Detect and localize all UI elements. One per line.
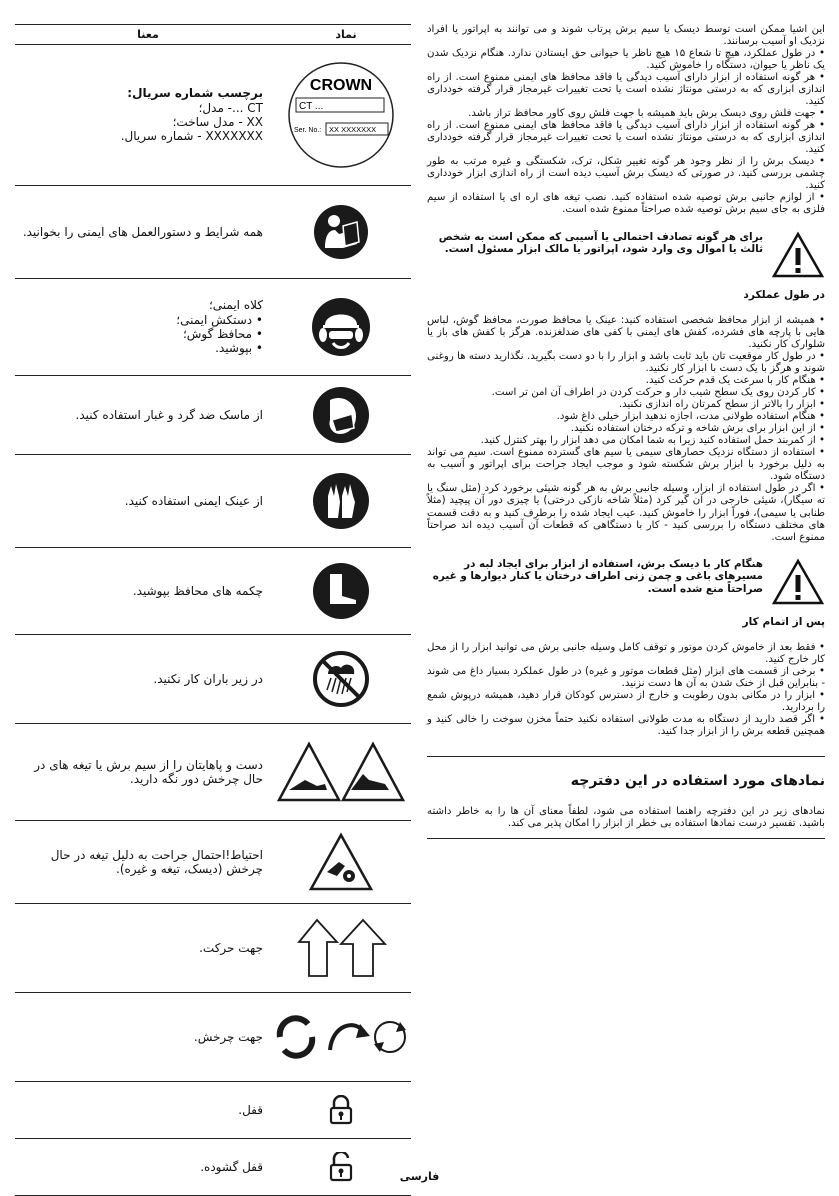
paragraph: • ابزار را در مکانی بدون رطوبت و خارج از دسترس کودکان قرار دهید، همیشه درپوش شمع را بردارید. <box>427 690 825 714</box>
text-line: کلاه ایمنی؛ <box>208 298 263 313</box>
icon-cell <box>271 1010 411 1064</box>
warning-box-edging <box>427 558 825 606</box>
text-line: XX - مدل ساخت؛ <box>172 115 263 129</box>
paragraph: • از این ابزار برای برش شاخه و ترکه درختان استفاده نکنید. <box>570 423 825 435</box>
text-line: XXXXXXX - شماره سریال. <box>120 129 263 144</box>
paragraph: • هر گونه استفاده از ابزار دارای آسیب دیدگی یا فاقد محافظ های ایمنی ممنوع است. از راه اندازی ابزاری که به درستی مونتاژ نشده است یا تحت تغییرات غیرمجاز قرار گرفته خودداری کنید. <box>427 72 825 108</box>
paragraph: • همیشه از ابزار محافظ شخصی استفاده کنید: عینک یا محافظ صورت، محافظ گوش، لباس هایی با پارچه های فشرده، کفش های ایمنی با کفی های ضدلغزنده. هرگز با کفش های باز یا شلوارک کار نکنید. <box>427 315 825 351</box>
table-row <box>15 45 411 186</box>
table-row <box>15 376 411 455</box>
rotation-direction-icon <box>272 1010 410 1064</box>
table-header <box>15 24 411 45</box>
row-text: در زیر باران کار نکنید. <box>153 671 263 686</box>
table-row <box>15 635 411 724</box>
paragraph: • هنگام کار با سرعت یک قدم حرکت کنید. <box>645 375 825 387</box>
protective-boots-icon <box>312 562 370 620</box>
serial-label-graphic <box>286 60 396 170</box>
icon-cell <box>271 297 411 357</box>
table-row <box>15 1139 411 1196</box>
table-row <box>15 904 411 993</box>
warning-text: برای هر گونه تصادف احتمالی یا آسیبی که ممکن است به شخص ثالث یا اموال وی وارد شود، اپراتور یا مالک ابزار مسئول است. <box>438 230 763 255</box>
row-text: دست و پاهایتان را از سیم برش یا تیغه های در حال چرخش دور نگه دارید. <box>34 757 263 786</box>
icon-cell <box>271 916 411 980</box>
text-line: CT ...- مدل؛ <box>198 100 263 115</box>
serno-label: Ser. No.: <box>294 127 322 134</box>
paragraph: • هنگام استفاده طولانی مدت، اجازه ندهید ابزار خیلی داغ شود. <box>556 411 825 423</box>
table-row <box>15 186 411 279</box>
row-text <box>15 298 271 356</box>
text-line: • دستکش ایمنی؛ <box>176 312 263 327</box>
paragraph: • در طول کار موقعیت تان باید ثابت باشد و ابزار را با دو دست بگیرید. نگذارید دسته ها روغنی شوند و هرگز با یک دست با ابزار کار نکنید. <box>427 351 825 375</box>
divider <box>427 838 825 839</box>
icon-cell <box>271 1095 411 1125</box>
helmet-goggles-earmuffs-icon <box>311 297 371 357</box>
intro-text <box>427 24 825 217</box>
read-manual-icon <box>313 204 369 260</box>
paragraph: • اگر در طول استفاده از ابزار، وسیله جانبی برش به هر گونه شیئی برخورد کرد (مثل سنگ یا ته سیگار)، شیئی خارجی در آن گیر کرد (مثلاً شاخه نازکی درختی) یا چیزی دور آن پیچید (مثلاً طنابی یا سیمی)، فوراً ابزار را خاموش کنید. عیب ایجاد شده را برطرف کنید و به دقت قسمت های مختلف دستگاه را بررسی کنید - کار با دستگاهی که قطعات آن آسیب دیده اند صراحتاً ممنوع است. <box>427 483 825 543</box>
row-text: جهت چرخش. <box>193 1029 263 1044</box>
keep-hands-feet-away-icon <box>277 740 405 804</box>
symbols-heading: نمادهای مورد استفاده در این دفترچه <box>570 773 825 790</box>
text-line: • محافظ گوش؛ <box>182 327 263 341</box>
table-row <box>15 1082 411 1139</box>
brand-text: CROWN <box>309 77 373 94</box>
row-text: قفل گشوده. <box>200 1159 263 1174</box>
paragraph: • هر گونه استفاده از ابزار دارای آسیب دیدگی یا فاقد محافظ های ایمنی ممنوع است. از راه اندازی ابزاری که به درستی مونتاژ نشده است یا تحت تغییرات غیرمجاز قرار گرفته خودداری کنید. <box>427 120 825 156</box>
table-row <box>15 724 411 821</box>
lock-closed-icon <box>328 1095 354 1125</box>
warning-box-liability <box>427 231 825 279</box>
warning-text: هنگام کار با دیسک برش، استفاده از ابزار برای ایجاد لبه در مسیرهای باغی و چمن زنی اطراف درختان یا کنار دیوارها و غیره صراحتاً منع شده است. <box>432 557 763 595</box>
icon-cell <box>271 740 411 804</box>
serial-label-icon <box>271 60 411 170</box>
icon-cell <box>271 204 411 260</box>
text-line: • بپوشید. <box>215 341 263 356</box>
safety-gloves-icon <box>312 472 370 530</box>
icon-cell <box>271 472 411 530</box>
row-text: احتیاط!احتمال جراحت به دلیل تیغه در حال چرخش (دیسک، تیغه و غیره). <box>50 847 263 876</box>
after-work-text <box>427 642 825 738</box>
icon-cell <box>271 386 411 444</box>
warning-triangle-icon <box>771 231 825 279</box>
paragraph: این اشیا ممکن است توسط دیسک یا سیم برش پرتاب شوند و می توانند به اپراتور یا افراد نزدیک او آسیب برسانند. <box>427 24 825 48</box>
paragraph: • در طول عملکرد، هیچ تا شعاع ۱۵ هیچ ناظر یا حیوانی حق ایستادن ندارد. هنگام نزدیک شدن یک ناظر یا حیوان، دستگاه را خاموش کنید. <box>427 48 825 72</box>
movement-direction-icon <box>291 916 391 980</box>
section-heading-after-work: پس از اتمام کار <box>742 615 825 628</box>
serno-value: XX XXXXXXX <box>329 125 377 134</box>
operation-text <box>427 315 825 544</box>
icon-cell <box>271 650 411 708</box>
symbol-table <box>15 24 411 1196</box>
rotating-blade-injury-icon <box>309 832 373 892</box>
table-row <box>15 279 411 376</box>
icon-cell <box>271 562 411 620</box>
table-row <box>15 993 411 1082</box>
serial-label-text <box>15 86 271 144</box>
paragraph: • از لوازم جانبی برش توصیه شده استفاده کنید. نصب تیغه های اره ای یا استفاده از سیم فلزی به جای سیم برش توصیه شده صراحتاً ممنوع شده است. <box>427 192 825 216</box>
row-text: چکمه های محافظ بپوشید. <box>132 583 263 598</box>
page-footer-language: فارسی <box>399 1170 440 1183</box>
paragraph: • جهت فلش روی دیسک برش باید همیشه با جهت فلش روی کاور محافظ تراز باشد. <box>468 108 825 120</box>
divider <box>427 756 825 757</box>
row-text: از ماسک ضد گرد و غبار استفاده کنید. <box>75 407 263 422</box>
header-symbol: نماد <box>335 28 357 41</box>
table-row <box>15 548 411 635</box>
warning-triangle-icon <box>771 558 825 606</box>
dust-mask-icon <box>312 386 370 444</box>
row-text: قفل. <box>238 1102 263 1117</box>
paragraph: • از کمربند حمل استفاده کنید زیرا به شما امکان می دهد ابزار را بهتر کنترل کنید. <box>480 435 825 447</box>
table-row <box>15 821 411 904</box>
model-text: CT ... <box>299 101 324 112</box>
paragraph: • استفاده از دستگاه نزدیک حصارهای سیمی یا سیم های گسترده ممنوع است. سیم می تواند به دلیل برخورد با ابزار برش شکسته شود و موجب ایجاد جراحت برای اپراتور و آسیب به دستگاه شود. <box>427 447 825 483</box>
paragraph: • دیسک برش را از نظر وجود هر گونه تغییر شکل، ترک، شکستگی و غیره مرتب به طور چشمی بررسی کنید. در صورتی که دیسک برش آسیب دیده است از راه اندازی ابزار خودداری کنید. <box>427 156 825 192</box>
row-text: جهت حرکت. <box>199 940 263 955</box>
paragraph: • ابزار را بالاتر از سطح کمرتان راه اندازی نکنید. <box>618 399 825 411</box>
right-column <box>427 24 825 839</box>
row-text: از عینک ایمنی استفاده کنید. <box>124 493 263 508</box>
no-rain-icon <box>312 650 370 708</box>
icon-cell <box>271 832 411 892</box>
paragraph: • فقط بعد از خاموش کردن موتور و توقف کامل وسیله جانبی برش می توانید ابزار را از محل کار خارج کنید. <box>427 642 825 666</box>
header-meaning: معنا <box>137 28 159 41</box>
table-row <box>15 455 411 548</box>
row-text: همه شرایط و دستورالعمل های ایمنی را بخوانید. <box>22 224 263 239</box>
symbols-intro: نمادهای زیر در این دفترچه راهنما استفاده می شود، لطفاً معنای آن ها را به خاطر داشته باشید. تفسیر درست نمادها استفاده بی خطر از ابزار را امکان پذیر می کند. <box>427 805 825 829</box>
section-heading-operation: در طول عملکرد <box>743 288 825 301</box>
paragraph: • اگر قصد دارید از دستگاه به مدت طولانی استفاده نکنید حتماً مخزن سوخت را خالی کنید و همچنین قطعه برش را از ابزار جدا کنید. <box>427 714 825 738</box>
paragraph: • کار کردن روی یک سطح شیب دار و حرکت کردن در اطراف آن امن تر است. <box>491 387 825 399</box>
text-line: برچسب شماره سریال: <box>127 86 263 101</box>
paragraph: • برخی از قسمت های ابزار (مثل قطعات موتور و غیره) در طول عملکرد بسیار داغ می شوند - بنابراین قبل از خنک شدن به آن ها دست نزنید. <box>427 666 825 690</box>
